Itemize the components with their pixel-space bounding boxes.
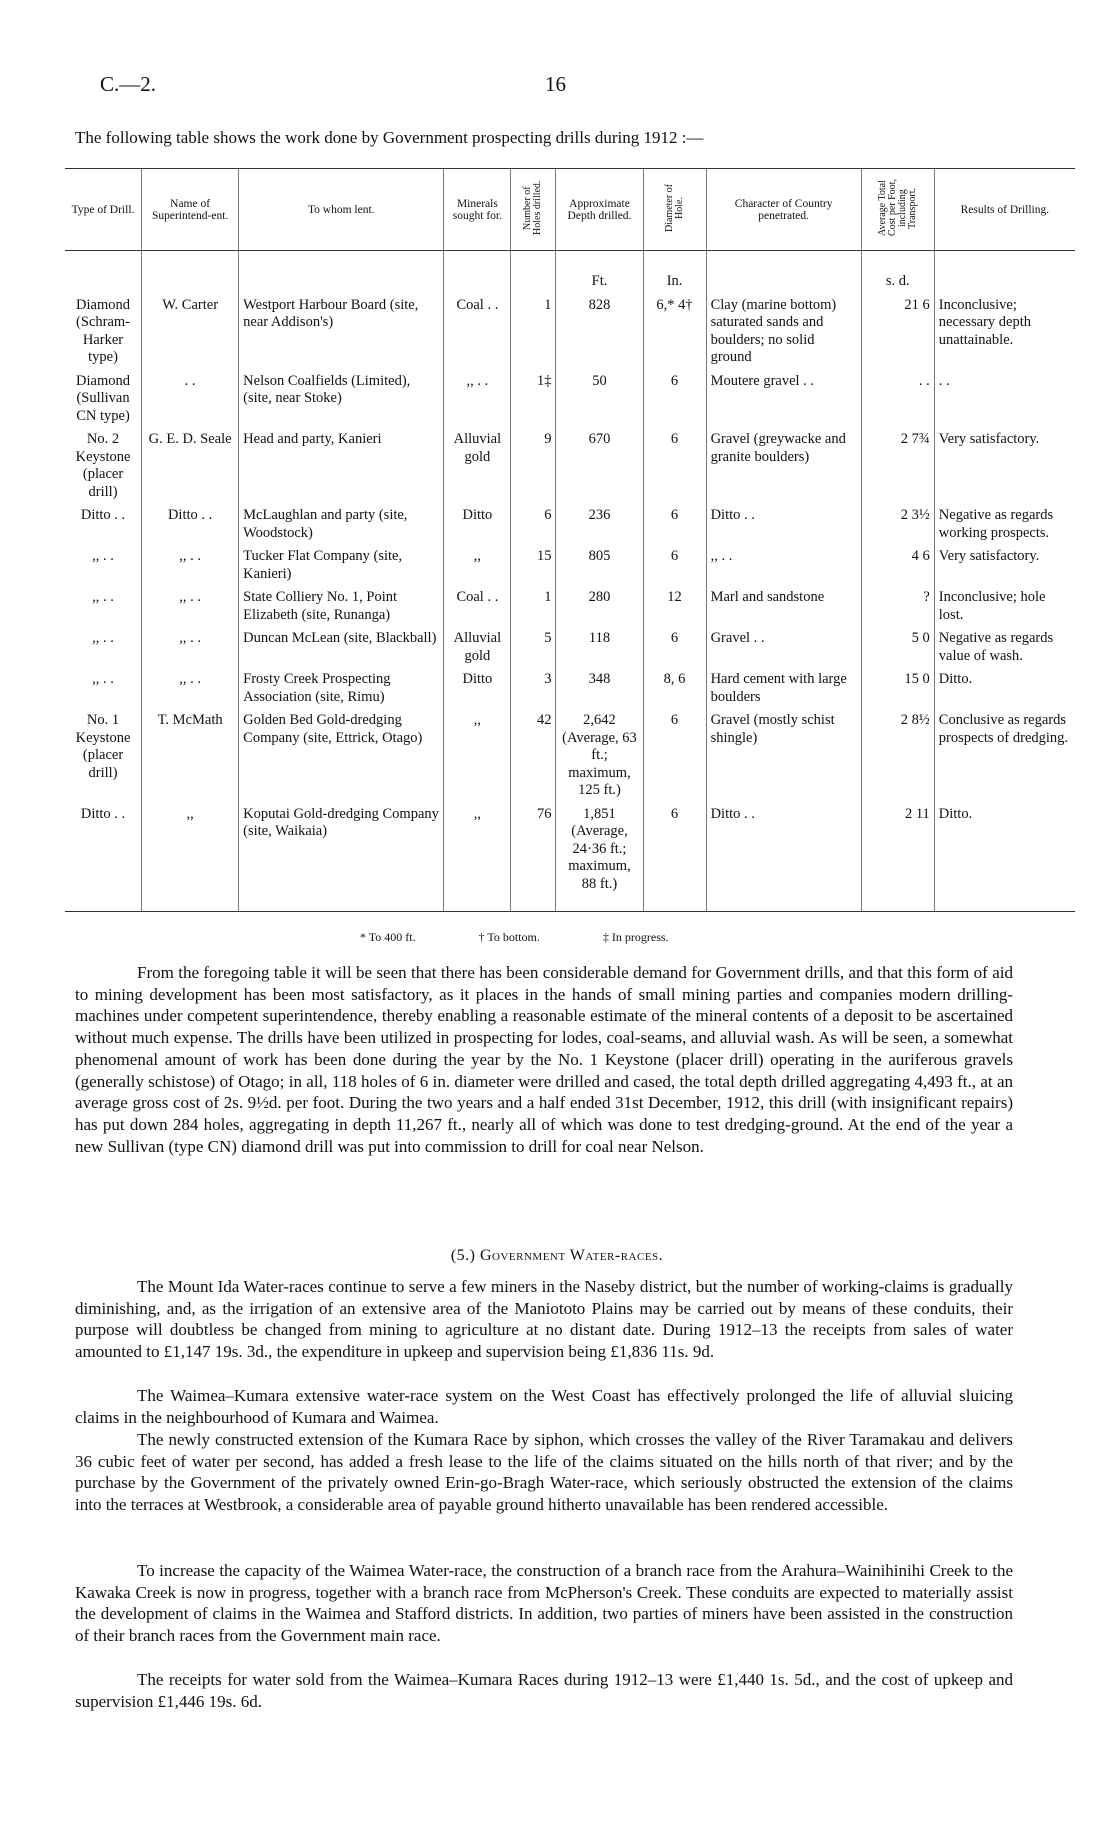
column-header <box>239 169 444 251</box>
table-cell: Frosty Creek Prospecting Association (site, Rimu) <box>239 670 444 711</box>
table-cell: Diamond (Schram-Harker type) <box>76 296 131 365</box>
units-row <box>65 251 1075 296</box>
table-row <box>65 296 1075 372</box>
table-cell: ,, . . <box>92 671 114 687</box>
column-header-label: Name of Superintend-ent. <box>151 197 229 222</box>
table-cell: Negative as regards value of wash. <box>934 629 1075 670</box>
table-cell: Alluvial gold <box>444 629 511 670</box>
unit-cell: Ft. <box>556 251 643 296</box>
table-row <box>65 547 1075 588</box>
paragraph: The Mount Ida Water-races continue to serve a few miners in the Naseby district, but the number of working-claims is gradually diminishing, and, as the irrigation of an extensive area of the Maniototo Plains may be carried out by means of these conduits, their purpose will doubtless be changed from mining to agriculture at no distant date. During 1912–13 the receipts from sales of water amounted to £1,147 19s. 3d., the expenditure in upkeep and supervision being £1,836 11s. 9d. <box>75 1277 1013 1362</box>
table-row <box>65 711 1075 805</box>
table-cell: 15 <box>511 547 556 588</box>
table-cell: 1 <box>511 296 556 372</box>
table-cell: Negative as regards working prospects. <box>934 506 1075 547</box>
paragraph: From the foregoing table it will be seen that there has been considerable demand for Government drills, and that this form of aid to mining development has been most satisfactory, as it places in the hands of small mining parties and companies modern drilling-machines under competent superintendence, thereby enabling a reasonable estimate of the mineral contents of a deposit to be ascertained without much expense. The drills have been utilized in prospecting for lodes, coal-seams, and alluvial wash. As will be seen, a somewhat phenomenal amount of work has been done during the year by the No. 1 Keystone (placer drill) operating in the auriferous gravels (generally schistose) of Otago; in all, 118 holes of 6 in. diameter were drilled and cased, the total depth drilled aggregating 4,493 ft., at an average gross cost of 2s. 9½d. per foot. During the two years and a half ended 31st December, 1912, this drill (with insignificant repairs) has put down 284 holes, aggregating in depth 11,267 ft., nearly all of which was done to test dredging-ground. At the end of the year a new Sullivan (type CN) diamond drill was put into commission to drill for coal near Nelson. <box>75 963 1013 1156</box>
table-cell: . . <box>934 372 1075 431</box>
table-cell: . . <box>861 372 934 431</box>
column-header-label: Number of Holes drilled. <box>522 180 544 236</box>
unit-cell <box>239 251 444 296</box>
table-cell: Diamond (Sullivan CN type) <box>76 372 131 424</box>
column-header <box>706 169 861 251</box>
table-intro: The following table shows the work done by Government prospecting drills during 1912 :— <box>75 128 704 147</box>
table-cell: 6 <box>643 805 706 912</box>
unit-cell <box>934 251 1075 296</box>
table-cell: 2 3½ <box>861 506 934 547</box>
table-cell: Very satisfactory. <box>934 430 1075 506</box>
footnote: † To bottom. <box>478 930 540 944</box>
table-cell: Moutere gravel . . <box>706 372 861 431</box>
table-cell: ,, . . <box>92 589 114 605</box>
table-cell: Gravel . . <box>706 629 861 670</box>
table-cell: 6,* 4† <box>643 296 706 372</box>
table-cell: Inconclusive; hole lost. <box>934 588 1075 629</box>
table-cell: 15 0 <box>861 670 934 711</box>
table-cell: ,, . . <box>706 547 861 588</box>
table-row <box>65 506 1075 547</box>
table-cell: 8, 6 <box>643 670 706 711</box>
table-cell: Ditto . . <box>80 507 126 523</box>
table-cell: 805 <box>556 547 643 588</box>
paragraph: The newly constructed extension of the Kumara Race by siphon, which crosses the valley of the River Taramakau and delivers 36 cubic feet of water per second, has added a fresh lease to the life of the claims situated on the hills north of that river; and by the purchase by the Government of the privately owned Erin-go-Bragh Water-race, which seriously obstructed the extension of the claims into the terraces at Westbrook, a considerable area of payable ground hitherto unavailable has been rendered accessible. <box>75 1430 1013 1515</box>
table-cell: Ditto. <box>934 805 1075 912</box>
table-cell: 236 <box>556 506 643 547</box>
table-cell: Gravel (mostly schist shingle) <box>706 711 861 805</box>
table-cell: Ditto . . <box>142 506 239 547</box>
footnote: * To 400 ft. <box>360 930 416 944</box>
table-cell: 280 <box>556 588 643 629</box>
table-cell: Coal . . <box>444 588 511 629</box>
page-number: 16 <box>545 72 566 96</box>
table-cell: 12 <box>643 588 706 629</box>
table-cell: ,, <box>444 547 511 588</box>
table-cell: T. McMath <box>142 711 239 805</box>
table-cell: 1,851 (Average, 24·36 ft.; maximum, 88 ft.) <box>556 805 643 912</box>
table-row <box>65 629 1075 670</box>
table-cell: 6 <box>643 547 706 588</box>
document-reference: C.—2. <box>100 72 157 96</box>
unit-cell <box>511 251 556 296</box>
table-cell: 828 <box>556 296 643 372</box>
footnote: ‡ In progress. <box>602 930 669 944</box>
table-cell: 5 <box>511 629 556 670</box>
table-cell: Very satisfactory. <box>934 547 1075 588</box>
column-header-label: Minerals sought for. <box>452 197 502 222</box>
table-cell: Ditto. <box>934 670 1075 711</box>
table-cell: Nelson Coalfields (Limited), (site, near Stoke) <box>239 372 444 431</box>
table-cell: Duncan McLean (site, Blackball) <box>239 629 444 670</box>
table-cell: 6 <box>643 506 706 547</box>
table-cell: Ditto <box>444 670 511 711</box>
unit-cell <box>142 251 239 296</box>
paragraph: To increase the capacity of the Waimea Water-race, the construction of a branch race from the Arahura–Wainihinihi Creek to the Kawaka Creek is now in progress, together with a branch race from McPherson's Creek. These conduits are expected to materially assist the development of claims in the Waimea and Stafford districts. In addition, two parties of miners have been assisted in the construction of their branch races from the Government main race. <box>75 1561 1013 1646</box>
table-cell: W. Carter <box>142 296 239 372</box>
footnotes <box>360 930 729 945</box>
table-cell: 50 <box>556 372 643 431</box>
table-cell: 348 <box>556 670 643 711</box>
table-row <box>65 805 1075 912</box>
column-header <box>861 169 934 251</box>
column-header-label: Results of Drilling. <box>960 203 1050 216</box>
table-cell: ,, . . <box>142 629 239 670</box>
table-row <box>65 372 1075 431</box>
table-cell: No. 1 Keystone (placer drill) <box>75 712 131 781</box>
table-cell: McLaughlan and party (site, Woodstock) <box>239 506 444 547</box>
table-cell: ,, <box>444 711 511 805</box>
table-cell: Westport Harbour Board (site, near Addison's) <box>239 296 444 372</box>
table-cell: 2 7¾ <box>861 430 934 506</box>
table-cell: ? <box>861 588 934 629</box>
table-cell: 2 11 <box>861 805 934 912</box>
table-cell: Ditto <box>444 506 511 547</box>
column-header-label: Average Total Cost per Foot, including Transport. <box>876 179 918 237</box>
table-cell: Alluvial gold <box>444 430 511 506</box>
table-cell: Tucker Flat Company (site, Kanieri) <box>239 547 444 588</box>
table-cell: 2,642 (Average, 63 ft.; maximum, 125 ft.) <box>556 711 643 805</box>
table-cell: 670 <box>556 430 643 506</box>
table-cell: 3 <box>511 670 556 711</box>
table-cell: 76 <box>511 805 556 912</box>
column-header <box>556 169 643 251</box>
unit-cell <box>65 251 142 296</box>
table-row <box>65 430 1075 506</box>
table-cell: Gravel (greywacke and granite boulders) <box>706 430 861 506</box>
column-header-label: Diameter of Hole. <box>663 183 685 233</box>
table-cell: ,, <box>142 805 239 912</box>
table-cell: Marl and sandstone <box>706 588 861 629</box>
column-header <box>511 169 556 251</box>
table-cell: Ditto . . <box>706 506 861 547</box>
table-cell: 5 0 <box>861 629 934 670</box>
table-cell: 42 <box>511 711 556 805</box>
table-cell: . . <box>142 372 239 431</box>
column-header <box>142 169 239 251</box>
drilling-table <box>65 168 1075 912</box>
column-header <box>65 169 142 251</box>
table-cell: 9 <box>511 430 556 506</box>
table-cell: ,, <box>444 805 511 912</box>
table-cell: Golden Bed Gold-dredging Company (site, Ettrick, Otago) <box>239 711 444 805</box>
table-cell: ,, . . <box>444 372 511 431</box>
table-cell: 1 <box>511 588 556 629</box>
table-cell: Conclusive as regards prospects of dredging. <box>934 711 1075 805</box>
table-cell: Head and party, Kanieri <box>239 430 444 506</box>
table-cell: ,, . . <box>142 670 239 711</box>
table-cell: 118 <box>556 629 643 670</box>
table-cell: ,, . . <box>92 630 114 646</box>
table-cell: Koputai Gold-dredging Company (site, Waikaia) <box>239 805 444 912</box>
table-cell: 6 <box>643 629 706 670</box>
table-cell: Clay (marine bottom) saturated sands and boulders; no solid ground <box>706 296 861 372</box>
table-cell: ,, . . <box>142 588 239 629</box>
table-cell: 4 6 <box>861 547 934 588</box>
table-row <box>65 670 1075 711</box>
table-cell: State Colliery No. 1, Point Elizabeth (site, Runanga) <box>239 588 444 629</box>
unit-cell: In. <box>643 251 706 296</box>
table-cell: G. E. D. Seale <box>142 430 239 506</box>
section-heading: (5.) Government Water-races. <box>450 1247 664 1264</box>
column-header <box>934 169 1075 251</box>
table-cell: 21 6 <box>861 296 934 372</box>
table-cell: Ditto . . <box>706 805 861 912</box>
table-cell: 6 <box>643 711 706 805</box>
paragraph: The Waimea–Kumara extensive water-race system on the West Coast has effectively prolonged the life of alluvial sluicing claims in the neighbourhood of Kumara and Waimea. <box>75 1386 1013 1427</box>
table-cell: 2 8½ <box>861 711 934 805</box>
column-header <box>444 169 511 251</box>
unit-cell <box>706 251 861 296</box>
table-cell: ,, . . <box>142 547 239 588</box>
table-cell: 6 <box>643 372 706 431</box>
column-header <box>643 169 706 251</box>
table-cell: 6 <box>643 430 706 506</box>
column-header-label: To whom lent. <box>307 203 375 216</box>
table-cell: Coal . . <box>444 296 511 372</box>
table-cell: 6 <box>511 506 556 547</box>
paragraph: The receipts for water sold from the Waimea–Kumara Races during 1912–13 were £1,440 1s. 5d., and the cost of upkeep and supervision £1,446 19s. 6d. <box>75 1670 1013 1711</box>
unit-cell: s. d. <box>861 251 934 296</box>
unit-cell <box>444 251 511 296</box>
table-cell: Ditto . . <box>65 805 142 912</box>
table-cell: Hard cement with large boulders <box>706 670 861 711</box>
column-header-label: Character of Country penetrated. <box>734 197 833 222</box>
table-row <box>65 588 1075 629</box>
column-header-label: Type of Drill. <box>71 203 135 216</box>
column-header-label: Approximate Depth drilled. <box>567 197 632 222</box>
table-cell: ,, . . <box>92 548 114 564</box>
table-cell: Inconclusive; necessary depth unattainable. <box>934 296 1075 372</box>
table-cell: 1‡ <box>511 372 556 431</box>
table-cell: No. 2 Keystone (placer drill) <box>75 431 131 500</box>
